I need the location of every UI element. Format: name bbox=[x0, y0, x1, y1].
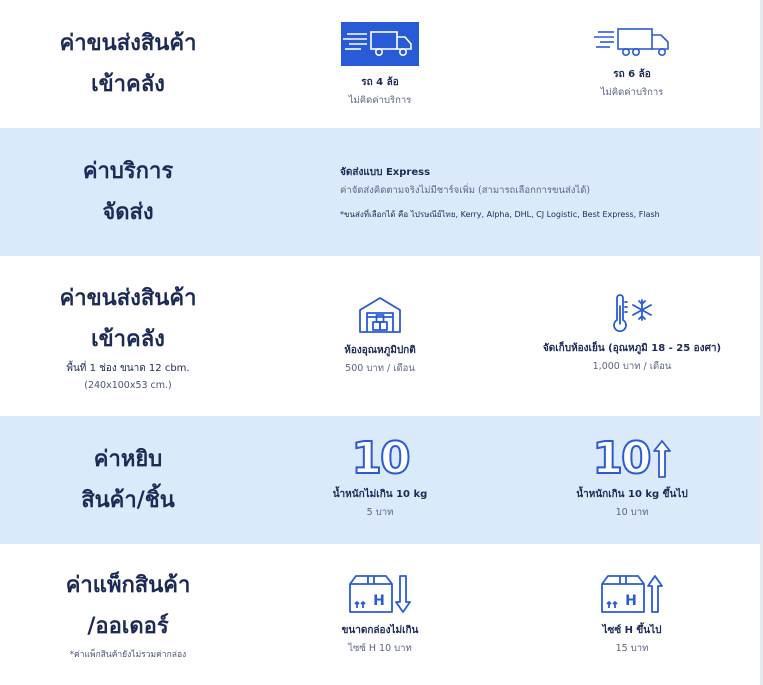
box-size-glyph: H bbox=[373, 593, 385, 609]
option-under-10kg bbox=[280, 433, 480, 522]
row-title-line2: /ออเดอร์ bbox=[87, 614, 169, 639]
row-title-line1: ค่าหยิบ bbox=[93, 447, 163, 472]
row-title-line2: จัดส่ง bbox=[102, 200, 154, 225]
option-label: น้ำหนักเกิน 10 kg ขึ้นไป bbox=[576, 489, 688, 500]
weight-10-up-icon bbox=[592, 433, 671, 484]
option-value: 1,000 บาท / เดือน bbox=[592, 361, 672, 372]
row-heading bbox=[0, 256, 256, 416]
row-inbound-shipping bbox=[0, 0, 760, 128]
truck-6-wheel-icon bbox=[592, 26, 672, 58]
service-detail: ค่าจัดส่งคิดตามจริงไม่มีชาร์จเพิ่ม (สามารถเลือกการขนส่งได้) bbox=[340, 185, 591, 196]
option-label: รถ 6 ล้อ bbox=[613, 69, 651, 80]
option-truck-4 bbox=[280, 22, 480, 110]
option-cold-room bbox=[532, 294, 732, 376]
option-normal-room bbox=[280, 296, 480, 378]
row-title-line1: ค่าแพ็กสินค้า bbox=[65, 573, 191, 598]
row-heading bbox=[0, 128, 256, 256]
weight-10-glyph: 10 bbox=[351, 433, 409, 484]
option-value: 5 บาท bbox=[366, 507, 394, 518]
weight-10-glyph: 10 bbox=[592, 433, 650, 484]
row-title-line1: ค่าขนส่งสินค้า bbox=[59, 31, 197, 56]
option-label: รถ 4 ล้อ bbox=[361, 77, 399, 88]
box-size-down-icon bbox=[346, 574, 414, 614]
option-value: 10 บาท bbox=[615, 507, 649, 518]
option-value: 15 บาท bbox=[615, 643, 649, 654]
row-title-line2: สินค้า/ชิ้น bbox=[81, 488, 175, 513]
row-storage bbox=[0, 256, 760, 416]
option-box-over-h bbox=[532, 574, 732, 658]
option-label: จัดเก็บห้องเย็น (อุณหภูมิ 18 - 25 องศา) bbox=[542, 343, 722, 354]
row-picking bbox=[0, 416, 760, 544]
box-size-glyph: H bbox=[625, 593, 637, 609]
thermometer-snowflake-icon bbox=[608, 294, 656, 334]
option-label: น้ำหนักไม่เกิน 10 kg bbox=[332, 489, 428, 500]
arrow-up-icon bbox=[652, 439, 672, 479]
row-delivery-service bbox=[0, 128, 760, 256]
row-heading bbox=[0, 0, 256, 128]
row-title-line1: ค่าขนส่งสินค้า bbox=[59, 286, 197, 311]
warehouse-icon bbox=[358, 296, 402, 334]
option-over-10kg bbox=[532, 433, 732, 522]
row-heading bbox=[0, 544, 256, 685]
service-heading: จัดส่งแบบ Express bbox=[340, 167, 431, 178]
row-heading bbox=[0, 416, 256, 544]
box-size-up-icon bbox=[598, 574, 666, 614]
service-description bbox=[340, 164, 750, 222]
option-value: ไม่คิดค่าบริการ bbox=[600, 87, 664, 98]
option-value: ไซซ์ H 10 บาท bbox=[348, 643, 412, 654]
option-value: ไม่คิดค่าบริการ bbox=[348, 95, 412, 106]
row-subtitle-dimensions: (240x100x53 cm.) bbox=[84, 380, 172, 391]
weight-10-icon bbox=[351, 433, 409, 484]
option-label: ห้องอุณหภูมิปกติ bbox=[344, 345, 416, 356]
row-subtitle-note: *ค่าแพ็กสินค้ายังไม่รวมค่ากล่อง bbox=[69, 650, 187, 660]
row-title-line2: เข้าคลัง bbox=[91, 72, 165, 97]
option-box-up-to-h bbox=[280, 574, 480, 658]
option-truck-6 bbox=[532, 26, 732, 102]
row-subtitle: พื้นที่ 1 ช่อง ขนาด 12 cbm. bbox=[66, 363, 190, 374]
row-title-line2: เข้าคลัง bbox=[91, 327, 165, 352]
truck-4-wheel-icon bbox=[341, 22, 419, 66]
option-label: ไซซ์ H ขึ้นไป bbox=[602, 625, 662, 636]
option-value: 500 บาท / เดือน bbox=[345, 363, 415, 374]
service-carrier-note: *ขนส่งที่เลือกได้ คือ ไปรษณีย์ไทย, Kerry, Alpha, DHL, CJ Logistic, Best Express, Flash bbox=[340, 210, 660, 219]
row-title-line1: ค่าบริการ bbox=[82, 159, 174, 184]
option-label: ขนาดกล่องไม่เกิน bbox=[341, 625, 419, 636]
row-packing bbox=[0, 544, 760, 685]
